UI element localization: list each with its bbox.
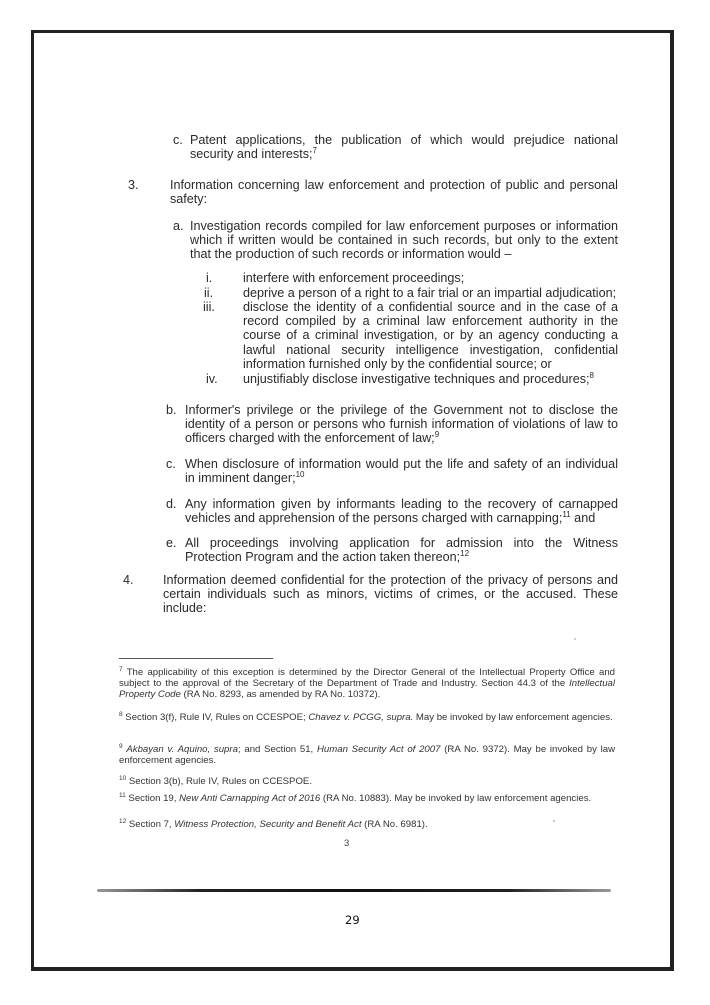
footnote-10: $^{10}$ Section 3(b), Rule IV, Rules on CCESPOE. (119, 774, 312, 787)
item-ii-label: ii. (204, 286, 214, 300)
footnote-ref-12: 12 (460, 549, 470, 559)
footnote-8: $^8$ Section 3(f), Rule IV, Rules on CCESPOE; Chavez v. PCGG, supra. May be invoked by law enforcement agencies. (119, 710, 613, 723)
footnote-11: $^{11}$ Section 19, New Anti Carnapping Act of 2016 (RA No. 10883). May be invoked by law enforcement agencies. (119, 791, 592, 804)
outer-page-number: 29 (345, 913, 360, 927)
item-3-text: Information concerning law enforcement and protection of public and personal safety: (170, 178, 618, 207)
item-iv-text: unjustifiably disclose investigative techniques and procedures;$^8$ (243, 370, 594, 386)
bottom-divider (97, 889, 611, 892)
item-c-patent-label: c. (173, 133, 183, 147)
footnote-ref-9: 9 (434, 430, 440, 440)
item-a-label: a. (173, 219, 184, 233)
item-d-label: d. (166, 497, 177, 511)
footnote-ref-8: 8 (589, 370, 594, 380)
item-e-label: e. (166, 536, 177, 550)
item-b-text: Informer's privilege or the privilege of the Government not to disclose the identity of a person or persons who furnish information of violations of law to officers charged with the enforcement of law;$^9$ (185, 403, 618, 446)
footnote-separator (119, 658, 273, 659)
footnote-ref-10: 10 (295, 470, 305, 480)
item-iii-text: disclose the identity of a confidential source and in the case of a record compiled by a criminal law enforcement authority in the course of a criminal investigation, or by an agency conducting a lawful national security intelligence investigation, confidential information furnished only by the confidential source; or (243, 300, 618, 371)
scan-speck (553, 820, 555, 822)
item-ii-text: deprive a person of a right to a fair trial or an impartial adjudication; (243, 286, 617, 300)
item-3-label: 3. (128, 178, 139, 192)
footnote-ref-7: 7 (312, 146, 317, 156)
footnote-12: $^{12}$ Section 7, Witness Protection, Security and Benefit Act (RA No. 6981). (119, 817, 428, 830)
footnote-9: $^9$ Akbayan v. Aquino, supra; and Section 51, Human Security Act of 2007 (RA No. 9372). May be invoked by law enforcement agencies. (119, 742, 616, 767)
item-i-text: interfere with enforcement proceedings; (243, 271, 465, 285)
item-c-label: c. (166, 457, 176, 471)
item-d-text: Any information given by informants leading to the recovery of carnapped vehicles and apprehension of the persons charged with carnapping;$^{11}$ and (185, 497, 618, 526)
footnote-ref-11: 11 (562, 510, 571, 520)
item-b-label: b. (166, 403, 177, 417)
footnote-7: $^7$ The applicability of this exception is determined by the Director General of the Intellectual Property Office and subject to the approval of the Secretary of the Department of Trade and Industry. Section 44.3 of the Intellectual Property Code (RA No. 8293, as amended by RA No. 10372). (119, 665, 615, 701)
item-c-patent-text: Patent applications, the publication of which would prejudice national security and interests;$^7$ (190, 133, 618, 162)
item-4-label: 4. (123, 573, 134, 587)
item-iii-label: iii. (203, 300, 215, 314)
scan-speck (574, 638, 576, 640)
item-iv-label: iv. (206, 372, 218, 386)
item-a-text: Investigation records compiled for law enforcement purposes or information which if written would be contained in such records, but only to the extent that the production of such records or information would – (190, 219, 618, 262)
item-4-text: Information deemed confidential for the protection of the privacy of persons and certain individuals such as minors, victims of crimes, or the accused. These include: (163, 573, 618, 616)
item-i-label: i. (206, 271, 213, 285)
item-c-text: When disclosure of information would put the life and safety of an individual in imminent danger;$^{10}$ (185, 457, 618, 486)
inner-page-number: 3 (344, 838, 350, 849)
item-e-text: All proceedings involving application for admission into the Witness Protection Program and the action taken thereon;$^{12}$ (185, 536, 618, 565)
